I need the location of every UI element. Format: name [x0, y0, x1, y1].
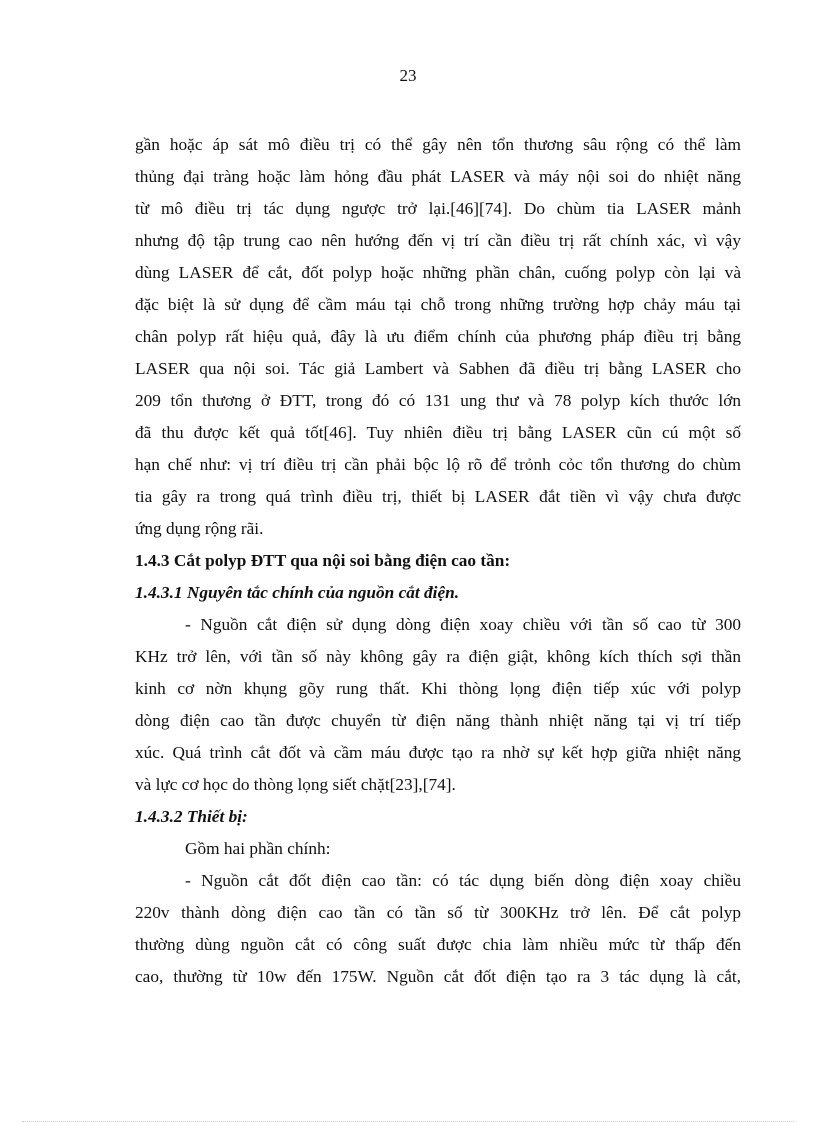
paragraph-line: từ mô điều trị tác dụng ngược trở lại.[46][74]. Do chùm tia LASER mảnh: [135, 199, 741, 218]
page-bottom-divider: [22, 1121, 794, 1122]
paragraph-line: - Nguồn cắt đốt điện cao tần: có tác dụng biến dòng điện xoay chiều: [185, 871, 741, 890]
paragraph-line: cao, thường từ 10w đến 175W. Nguồn cắt đốt điện tạo ra 3 tác dụng là cắt,: [135, 967, 741, 986]
paragraph-line: ứng dụng rộng rãi.: [135, 519, 264, 538]
paragraph-line: nhưng độ tập trung cao nên hướng đến vị trí cần điều trị rất chính xác, vì vậy: [135, 231, 741, 250]
paragraph-line: và lực cơ học do thòng lọng siết chặt[23],[74].: [135, 775, 456, 794]
paragraph-line: - Nguồn cắt điện sử dụng dòng điện xoay chiều với tần số cao từ 300: [185, 615, 741, 634]
paragraph-line: chân polyp rất hiệu quả, đây là ưu điểm chính của phương pháp điều trị bằng: [135, 327, 741, 346]
subsection-heading-1-4-3-1: 1.4.3.1 Nguyên tắc chính của nguồn cắt điện.: [135, 583, 460, 602]
intro-line: Gồm hai phần chính:: [185, 839, 331, 858]
paragraph-line: thủng đại tràng hoặc làm hỏng đầu phát LASER và máy nội soi do nhiệt năng: [135, 167, 741, 186]
document-body: [135, 129, 741, 993]
paragraph-line: tia gây ra trong quá trình điều trị, thiết bị LASER đắt tiền vì vậy chưa được: [135, 487, 741, 506]
paragraph-line: gần hoặc áp sát mô điều trị có thể gây nên tổn thương sâu rộng có thể làm: [135, 135, 741, 154]
paragraph-line: đã thu được kết quả tốt[46]. Tuy nhiên điều trị bằng LASER cũn cú một số: [135, 423, 741, 442]
paragraph-equipment: [135, 865, 741, 993]
paragraph-line: kinh cơ nờn khụng gõy rung thất. Khi thòng lọng điện tiếp xúc với polyp: [135, 679, 741, 698]
paragraph-line: xúc. Quá trình cắt đốt và cầm máu được tạo ra nhờ sự kết hợp giữa nhiệt năng: [135, 743, 741, 762]
paragraph-line: đặc biệt là sử dụng để cầm máu tại chỗ trong những trường hợp chảy máu tại: [135, 295, 741, 314]
paragraph-principle: [135, 609, 741, 801]
paragraph-laser: [135, 129, 741, 545]
paragraph-line: dùng LASER để cắt, đốt polyp hoặc những phần chân, cuống polyp còn lại và: [135, 263, 741, 282]
paragraph-line: LASER qua nội soi. Tác giả Lambert và Sabhen đã điều trị bằng LASER cho: [135, 359, 741, 378]
paragraph-line: hạn chế như: vị trí điều trị cần phải bộc lộ rõ để trỏnh cỏc tổn thương do chùm: [135, 455, 741, 474]
paragraph-line: KHz trở lên, với tần số này không gây ra điện giật, không kích thích sợi thần: [135, 647, 741, 666]
page-number: 23: [399, 66, 417, 85]
paragraph-line: 209 tổn thương ở ĐTT, trong đó có 131 ung thư và 78 polyp kích thước lớn: [135, 391, 741, 410]
paragraph-line: thường dùng nguồn cắt có công suất được chia làm nhiều mức từ thấp đến: [135, 935, 741, 954]
subsection-heading-1-4-3-2: 1.4.3.2 Thiết bị:: [135, 807, 248, 826]
section-heading-1-4-3: 1.4.3 Cắt polyp ĐTT qua nội soi bằng điện cao tần:: [135, 551, 511, 570]
paragraph-line: dòng điện cao tần được chuyển từ điện năng thành nhiệt năng tại vị trí tiếp: [135, 711, 741, 730]
paragraph-line: 220v thành dòng điện cao tần có tần số từ 300KHz trở lên. Để cắt polyp: [135, 903, 741, 922]
